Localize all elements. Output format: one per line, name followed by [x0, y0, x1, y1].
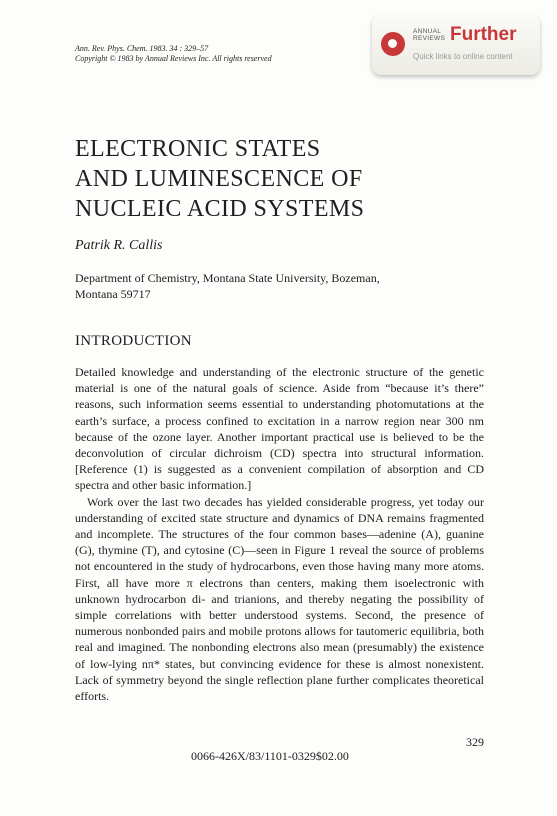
- page-number: 329: [466, 735, 484, 749]
- journal-header: [75, 44, 272, 64]
- author-name: Patrik R. Callis: [75, 238, 163, 253]
- annual-reviews-wordmark: [413, 28, 445, 42]
- further-logo-icon: [381, 32, 405, 56]
- title-line: ELECTRONIC STATES: [75, 136, 321, 162]
- footer-code: 0066-426X/83/1101-0329$02.00: [191, 749, 349, 763]
- reviews-label: REVIEWS: [413, 35, 446, 42]
- affiliation-line: Department of Chemistry, Montana State University, Bozeman,: [75, 271, 380, 285]
- further-subtitle: Quick links to online content: [413, 52, 513, 61]
- article-title: [75, 134, 364, 224]
- section-heading: INTRODUCTION: [75, 333, 192, 349]
- title-line: AND LUMINESCENCE OF: [75, 166, 363, 192]
- further-label: Further: [450, 24, 517, 45]
- affiliation-line: Montana 59717: [75, 287, 151, 301]
- annual-label: ANNUAL: [413, 28, 442, 35]
- paragraph: Work over the last two decades has yielded considerable progress, yet today our understanding of excited state structure and dynamics of DNA remains fragmented and incomplete. The structures of the four common bases—adenine (A), guanine (G), thymine (T), and cytosine (C)—seen in Figure 1 reveal the source of problems not encountered in the study of hydrocarbons, even those having many more atoms. First, all have more π electrons than centers, making them isoelectronic with unknown hydrocarbon di- and trianions, and thereby negating the possibility of simple correlations with better understood systems. Second, the presence of numerous nonbonded pairs and mobile protons allows for tautomeric equilibria, both real and imagined. The nonbonding electrons also mean (presumably) the existence of low-lying nπ* states, but convincing evidence for these is almost nonexistent. Lack of symmetry beyond the single reflection plane further complicates theoretical efforts.: [75, 494, 484, 704]
- affiliation: [75, 270, 475, 302]
- paragraph: Detailed knowledge and understanding of the electronic structure of the genetic material is one of the natural goals of science. Aside from “because it’s there” reasons, such information seems essential to understanding photomutations at the earth’s surface, a process confined to excitation in a narrow region near 300 nm because of the ozone layer. Another important practical use is believed to be the deconvolution of circular dichroism (CD) spectra into structural information. [Reference (1) is suggested as a convenient compilation of absorption and CD spectra and other basic information.]: [75, 365, 484, 493]
- copyright-line: Copyright © 1983 by Annual Reviews Inc. All rights reserved: [75, 54, 272, 63]
- citation-line: Ann. Rev. Phys. Chem. 1983. 34 : 329–57: [75, 44, 209, 53]
- further-badge[interactable]: [372, 15, 540, 75]
- body-text: [75, 364, 484, 704]
- title-line: NUCLEIC ACID SYSTEMS: [75, 196, 365, 222]
